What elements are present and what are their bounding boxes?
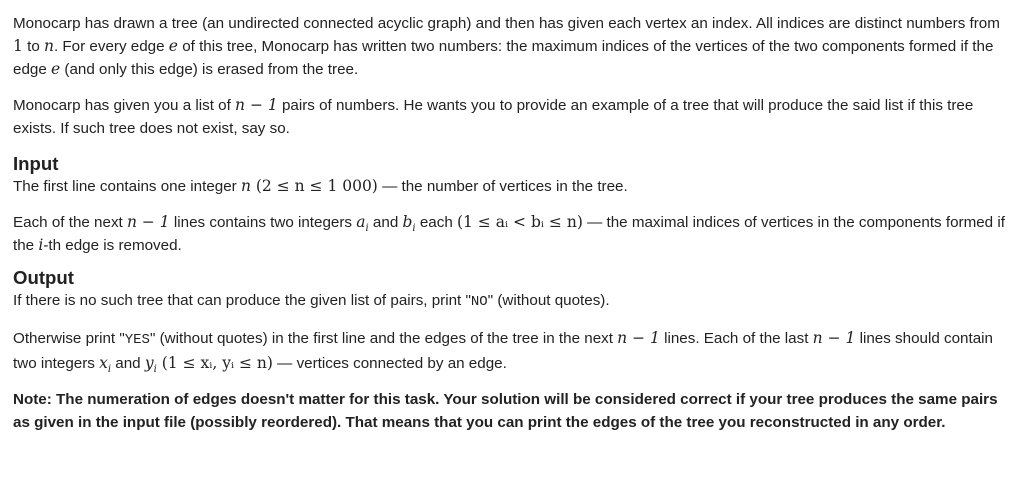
text-segment: and <box>111 355 145 372</box>
math-var: a <box>356 213 366 231</box>
math-n-minus-1: n − 1 <box>235 96 278 114</box>
math-one: 1 <box>13 37 23 55</box>
math-constraint: (2 ≤ n ≤ 1 000) <box>250 177 378 195</box>
text-segment: Each of the next <box>13 214 127 231</box>
text-segment: lines contains two integers <box>169 214 357 231</box>
math-y-i <box>144 354 157 376</box>
math-var: y <box>144 354 154 372</box>
math-x-i <box>99 354 112 376</box>
text-segment: and <box>368 214 403 231</box>
text-segment: — the number of vertices in the tree. <box>377 178 628 195</box>
math-var: x <box>99 354 108 372</box>
math-subscript: i <box>107 364 112 376</box>
text-segment: " (without quotes) in the first line and the edges of the tree in the next <box>149 330 618 347</box>
math-n: n <box>43 37 54 55</box>
legend-paragraph-2 <box>13 94 1013 140</box>
input-paragraph-1 <box>13 175 1013 198</box>
output-body <box>13 289 1013 434</box>
text-segment: Monocarp has given you a list of <box>13 97 236 114</box>
text-segment: each <box>415 214 457 231</box>
math-e: e <box>168 37 178 55</box>
input-section <box>13 153 1013 257</box>
text-segment: " (without quotes). <box>487 292 610 309</box>
text-segment: (and only this edge) is erased from the tree. <box>60 61 359 78</box>
math-n-minus-1: n − 1 <box>812 329 856 347</box>
text-segment: Otherwise print " <box>13 330 125 347</box>
text-segment: — the maximal indices of vertices in the components formed if the <box>13 214 1005 254</box>
text-segment: The first line contains one integer <box>13 178 241 195</box>
problem-statement <box>13 12 1013 444</box>
text-segment: lines should contain two integers <box>13 330 993 372</box>
text-segment: . For every edge <box>53 38 169 55</box>
text-segment: pairs of numbers. He wants you to provide an example of a tree that will produce the said list if this tree exists. If such tree does not exist, say so. <box>13 97 974 137</box>
text-segment: lines. Each of the last <box>659 330 813 347</box>
output-paragraph-2 <box>13 327 1013 375</box>
code-no: NO <box>470 294 488 310</box>
input-title: Input <box>13 153 59 174</box>
text-segment: Monocarp has drawn a tree (an undirected connected acyclic graph) and then has given each vertex an index. All indices are distinct numbers from <box>13 15 1000 32</box>
math-e: e <box>51 60 61 78</box>
math-subscript: i <box>365 223 369 235</box>
text-segment: If there is no such tree that can produce the given list of pairs, print " <box>13 292 471 309</box>
math-subscript: i <box>153 364 157 376</box>
math-constraint: (1 ≤ xᵢ, yᵢ ≤ n) <box>156 354 273 372</box>
text-segment: to <box>22 38 44 55</box>
math-n-minus-1: n − 1 <box>126 213 170 231</box>
math-subscript: i <box>412 223 416 235</box>
note-paragraph: Note: The numeration of edges doesn't matter for this task. Your solution will be considered correct if your tree produces the same pairs as given in the input file (possibly reordered). That means that you can print the edges of the tree you reconstructed in any order. <box>13 391 998 431</box>
text-segment: of this tree, Monocarp has written two numbers: the maximum indices of the vertices of the two components formed if the edge <box>13 38 994 78</box>
code-yes: YES <box>124 332 150 348</box>
input-body <box>13 175 1013 257</box>
legend-section <box>13 12 1013 140</box>
text-segment: — vertices connected by an edge. <box>272 355 507 372</box>
output-paragraph-1 <box>13 289 1013 314</box>
math-n: n <box>240 177 251 195</box>
math-var: b <box>402 213 413 231</box>
math-constraint: (1 ≤ aᵢ < bᵢ ≤ n) <box>457 213 583 231</box>
math-a-i <box>356 213 369 235</box>
math-b-i <box>402 213 416 235</box>
legend-paragraph-1 <box>13 12 1013 81</box>
output-title: Output <box>13 267 74 288</box>
math-n-minus-1: n − 1 <box>617 329 660 347</box>
math-i: i <box>38 236 44 254</box>
output-section <box>13 267 1013 434</box>
text-segment: -th edge is removed. <box>43 237 182 254</box>
input-paragraph-2 <box>13 211 1013 257</box>
